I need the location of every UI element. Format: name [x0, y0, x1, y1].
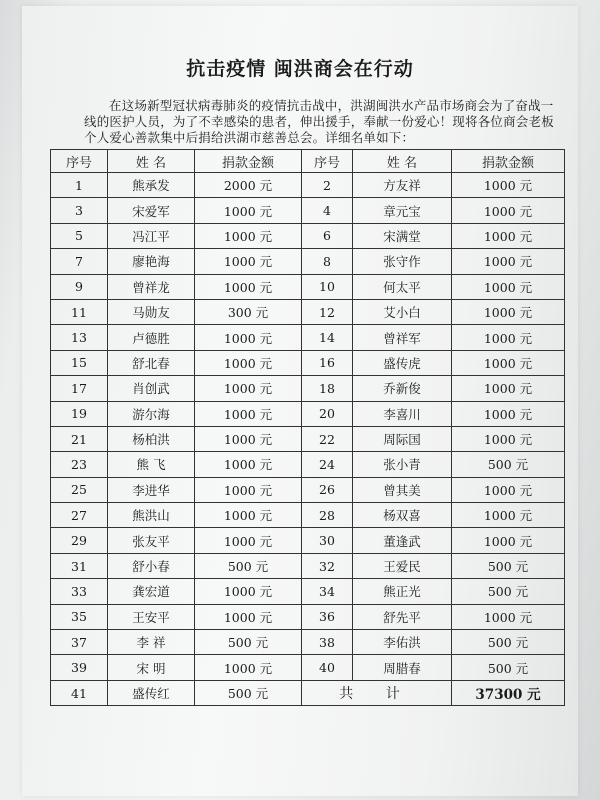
- cell-name: 舒先平: [353, 604, 452, 629]
- cell-amount: 1000 元: [452, 477, 565, 502]
- cell-amount: 1000 元: [195, 426, 302, 451]
- cell-amount: 1000 元: [195, 477, 302, 502]
- cell-number: 9: [51, 274, 108, 299]
- header-amount: 捐款金额: [452, 150, 565, 173]
- cell-number: 3: [51, 198, 108, 223]
- cell-name: 王爱民: [353, 553, 452, 578]
- cell-number: 18: [302, 376, 353, 401]
- cell-number: 2: [302, 173, 353, 198]
- cell-amount: 500 元: [195, 553, 302, 578]
- table-header-row: [51, 150, 565, 173]
- cell-name: 盛传虎: [353, 350, 452, 375]
- cell-name: 盛传红: [108, 680, 195, 705]
- cell-number: 22: [302, 426, 353, 451]
- cell-name: 李进华: [108, 477, 195, 502]
- cell-amount: 1000 元: [452, 604, 565, 629]
- cell-name: 宋满堂: [353, 223, 452, 248]
- cell-name: 李喜川: [353, 401, 452, 426]
- header-number: 序号: [51, 150, 108, 173]
- cell-amount: 500 元: [452, 579, 565, 604]
- cell-name: 曾祥军: [353, 325, 452, 350]
- cell-name: 熊 飞: [108, 452, 195, 477]
- cell-name: 曾其美: [353, 477, 452, 502]
- cell-number: 24: [302, 452, 353, 477]
- header-number: 序号: [302, 150, 353, 173]
- cell-number: 28: [302, 503, 353, 528]
- cell-amount: 1000 元: [195, 401, 302, 426]
- cell-number: 14: [302, 325, 353, 350]
- cell-amount: 1000 元: [452, 401, 565, 426]
- cell-number: 12: [302, 299, 353, 324]
- cell-name: 熊承发: [108, 173, 195, 198]
- cell-name: 马勋友: [108, 299, 195, 324]
- cell-name: 曾祥龙: [108, 274, 195, 299]
- cell-name: 宋爱军: [108, 198, 195, 223]
- table-row: [51, 173, 565, 198]
- cell-name: 卢德胜: [108, 325, 195, 350]
- cell-name: 龚宏道: [108, 579, 195, 604]
- total-label: 共 计: [302, 680, 452, 705]
- cell-name: 杨双喜: [353, 503, 452, 528]
- cell-name: 廖艳海: [108, 249, 195, 274]
- cell-amount: 1000 元: [195, 503, 302, 528]
- cell-number: 40: [302, 655, 353, 680]
- cell-amount: 1000 元: [452, 325, 565, 350]
- cell-number: 19: [51, 401, 108, 426]
- total-value: 37300 元: [452, 680, 565, 705]
- table-row: [51, 528, 565, 553]
- cell-amount: 1000 元: [195, 198, 302, 223]
- table-row: [51, 249, 565, 274]
- cell-amount: 1000 元: [195, 249, 302, 274]
- cell-number: 27: [51, 503, 108, 528]
- cell-amount: 1000 元: [195, 655, 302, 680]
- cell-number: 37: [51, 630, 108, 655]
- cell-amount: 500 元: [195, 630, 302, 655]
- cell-name: 宋 明: [108, 655, 195, 680]
- cell-number: 8: [302, 249, 353, 274]
- intro-paragraph: 在这场新型冠状病毒肺炎的疫情抗击战中，洪湖闽洪水产品市场商会为了奋战一线的医护人员，为了不幸感染的患者，伸出援手，奉献一份爱心！现将各位商会老板个人爱心善款集中后捐给洪湖市慈善总会。详细名单如下：: [84, 98, 554, 145]
- table-row: [51, 274, 565, 299]
- cell-name: 张小青: [353, 452, 452, 477]
- table-row: [51, 553, 565, 578]
- cell-number: 6: [302, 223, 353, 248]
- cell-number: 13: [51, 325, 108, 350]
- cell-number: 34: [302, 579, 353, 604]
- cell-number: 20: [302, 401, 353, 426]
- cell-amount: 500 元: [452, 655, 565, 680]
- cell-number: 1: [51, 173, 108, 198]
- cell-amount: 1000 元: [452, 249, 565, 274]
- cell-name: 熊正光: [353, 579, 452, 604]
- cell-number: 26: [302, 477, 353, 502]
- cell-amount: 1000 元: [195, 604, 302, 629]
- table-row: [51, 604, 565, 629]
- table-row-total: [51, 680, 565, 705]
- cell-number: 30: [302, 528, 353, 553]
- table-row: [51, 401, 565, 426]
- cell-amount: 1000 元: [195, 325, 302, 350]
- cell-number: 11: [51, 299, 108, 324]
- cell-number: 10: [302, 274, 353, 299]
- cell-amount: 1000 元: [195, 376, 302, 401]
- cell-number: 21: [51, 426, 108, 451]
- table-row: [51, 350, 565, 375]
- cell-name: 乔新俊: [353, 376, 452, 401]
- cell-amount: 500 元: [452, 452, 565, 477]
- cell-name: 李 祥: [108, 630, 195, 655]
- cell-name: 游尔海: [108, 401, 195, 426]
- cell-number: 33: [51, 579, 108, 604]
- document-title: 抗击疫情 闽洪商会在行动: [186, 58, 414, 80]
- cell-number: 15: [51, 350, 108, 375]
- table-row: [51, 477, 565, 502]
- table-row: [51, 426, 565, 451]
- cell-amount: 1000 元: [452, 223, 565, 248]
- cell-name: 王安平: [108, 604, 195, 629]
- table-row: [51, 655, 565, 680]
- cell-amount: 1000 元: [195, 579, 302, 604]
- donation-table: [50, 149, 565, 706]
- cell-number: 5: [51, 223, 108, 248]
- cell-amount: 1000 元: [452, 503, 565, 528]
- cell-number: 29: [51, 528, 108, 553]
- cell-amount: 1000 元: [195, 274, 302, 299]
- cell-amount: 1000 元: [195, 528, 302, 553]
- table-row: [51, 299, 565, 324]
- cell-name: 李佑洪: [353, 630, 452, 655]
- cell-name: 方友祥: [353, 173, 452, 198]
- cell-amount: 500 元: [452, 553, 565, 578]
- cell-amount: 1000 元: [452, 426, 565, 451]
- cell-number: 36: [302, 604, 353, 629]
- cell-number: 39: [51, 655, 108, 680]
- table-row: [51, 452, 565, 477]
- cell-amount: 1000 元: [452, 173, 565, 198]
- cell-name: 董逢武: [353, 528, 452, 553]
- cell-amount: 1000 元: [195, 350, 302, 375]
- cell-name: 冯江平: [108, 223, 195, 248]
- cell-amount: 1000 元: [452, 274, 565, 299]
- cell-amount: 1000 元: [452, 350, 565, 375]
- cell-number: 4: [302, 198, 353, 223]
- table-row: [51, 198, 565, 223]
- cell-name: 杨柏洪: [108, 426, 195, 451]
- table-row: [51, 223, 565, 248]
- cell-number: 25: [51, 477, 108, 502]
- table-row: [51, 325, 565, 350]
- cell-name: 周际国: [353, 426, 452, 451]
- cell-amount: 1000 元: [195, 452, 302, 477]
- table-row: [51, 579, 565, 604]
- cell-number: 7: [51, 249, 108, 274]
- header-name: 姓 名: [108, 150, 195, 173]
- cell-name: 周腊春: [353, 655, 452, 680]
- table-row: [51, 630, 565, 655]
- cell-amount: 300 元: [195, 299, 302, 324]
- cell-number: 32: [302, 553, 353, 578]
- cell-name: 章元宝: [353, 198, 452, 223]
- cell-amount: 1000 元: [452, 528, 565, 553]
- cell-name: 张守作: [353, 249, 452, 274]
- cell-amount: 500 元: [452, 630, 565, 655]
- cell-name: 舒小春: [108, 553, 195, 578]
- header-name: 姓 名: [353, 150, 452, 173]
- table-row: [51, 503, 565, 528]
- cell-number: 17: [51, 376, 108, 401]
- cell-number: 35: [51, 604, 108, 629]
- cell-amount: 1000 元: [452, 376, 565, 401]
- cell-name: 舒北春: [108, 350, 195, 375]
- cell-amount: 1000 元: [452, 198, 565, 223]
- cell-number: 38: [302, 630, 353, 655]
- cell-number: 23: [51, 452, 108, 477]
- cell-amount: 1000 元: [195, 223, 302, 248]
- cell-number: 31: [51, 553, 108, 578]
- cell-name: 艾小白: [353, 299, 452, 324]
- cell-name: 何太平: [353, 274, 452, 299]
- cell-amount: 1000 元: [452, 299, 565, 324]
- cell-name: 张友平: [108, 528, 195, 553]
- table-row: [51, 376, 565, 401]
- cell-amount: 2000 元: [195, 173, 302, 198]
- cell-number: 41: [51, 680, 108, 705]
- cell-amount: 500 元: [195, 680, 302, 705]
- header-amount: 捐款金额: [195, 150, 302, 173]
- cell-name: 肖创武: [108, 376, 195, 401]
- cell-number: 16: [302, 350, 353, 375]
- cell-name: 熊洪山: [108, 503, 195, 528]
